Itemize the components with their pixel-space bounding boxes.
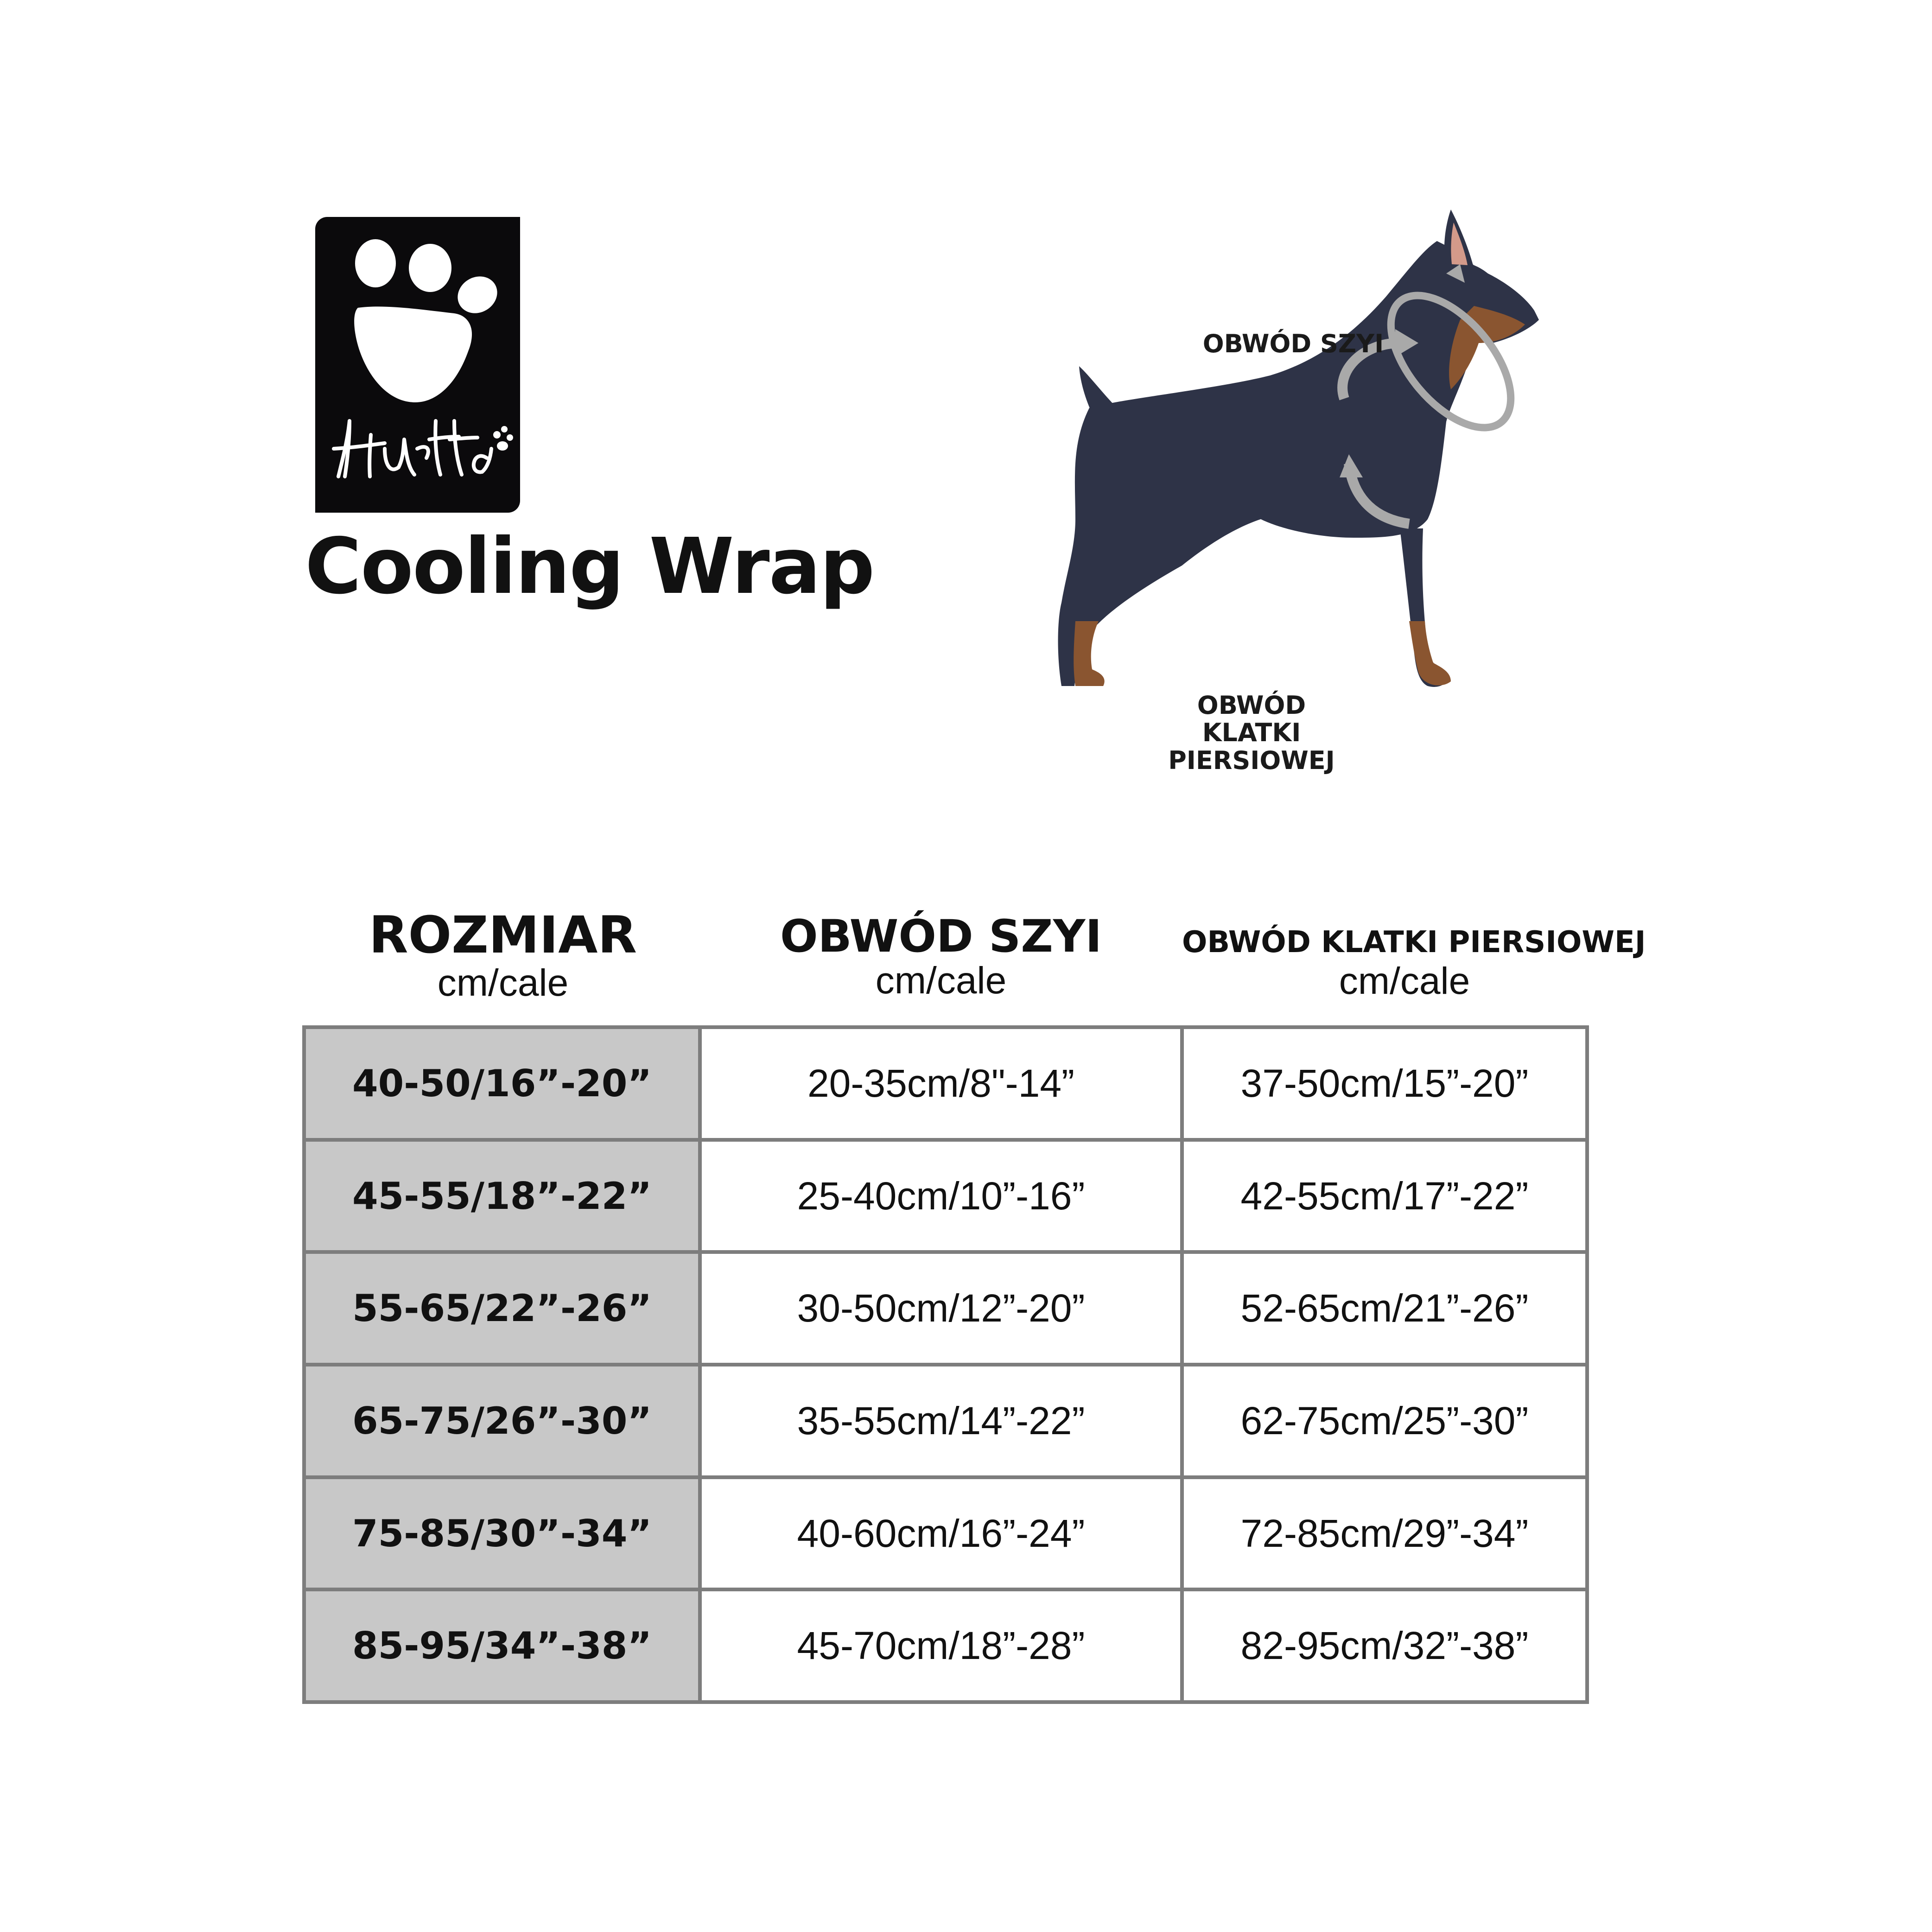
header-chest-title: OBWÓD KLATKI PIERSIOWEJ (1182, 925, 1646, 960)
table-row (306, 1588, 1585, 1700)
header-neck (700, 910, 1182, 1002)
size-cell: 40-50/16”-20” (306, 1029, 698, 1138)
header-neck-title: OBWÓD SZYI (780, 910, 1102, 962)
chest-cell: 82-95cm/32”-38” (1180, 1591, 1585, 1700)
header-chest (1182, 925, 1646, 1002)
neck-cell: 25-40cm/10”-16” (698, 1142, 1180, 1251)
chest-measure-label (1145, 692, 1358, 774)
table-row (306, 1250, 1585, 1363)
size-cell: 45-55/18”-22” (306, 1142, 698, 1251)
chest-cell: 52-65cm/21”-26” (1180, 1254, 1585, 1363)
neck-cell: 45-70cm/18”-28” (698, 1591, 1180, 1700)
header-size (306, 905, 700, 1004)
hurtta-logo (315, 217, 520, 513)
size-cell: 65-75/26”-30” (306, 1366, 698, 1475)
header-size-title: ROZMIAR (369, 905, 637, 965)
chest-label-line2: PIERSIOWEJ (1168, 745, 1335, 775)
header-neck-unit: cm/cale (875, 959, 1007, 1002)
size-cell: 75-85/30”-34” (306, 1479, 698, 1588)
chest-cell: 37-50cm/15”-20” (1180, 1029, 1585, 1138)
chest-cell: 42-55cm/17”-22” (1180, 1142, 1585, 1251)
neck-cell: 30-50cm/12”-20” (698, 1254, 1180, 1363)
chest-label-line1: OBWÓD KLATKI (1197, 691, 1306, 748)
size-cell: 55-65/22”-26” (306, 1254, 698, 1363)
size-cell: 85-95/34”-38” (306, 1591, 698, 1700)
neck-cell: 20-35cm/8"-14” (698, 1029, 1180, 1138)
table-row (306, 1475, 1585, 1588)
table-row (306, 1138, 1585, 1251)
header-size-unit: cm/cale (437, 961, 569, 1004)
table-row (306, 1029, 1585, 1138)
table-row (306, 1363, 1585, 1475)
chest-cell: 62-75cm/25”-30” (1180, 1366, 1585, 1475)
paw-print-icon (315, 217, 520, 513)
neck-cell: 40-60cm/16”-24” (698, 1479, 1180, 1588)
neck-measure-label: OBWÓD SZYI (1202, 329, 1384, 358)
header-chest-unit: cm/cale (1339, 960, 1470, 1002)
size-table (302, 1025, 1589, 1704)
neck-cell: 35-55cm/14”-22” (698, 1366, 1180, 1475)
chest-cell: 72-85cm/29”-34” (1180, 1479, 1585, 1588)
product-title: Cooling Wrap (305, 522, 874, 611)
